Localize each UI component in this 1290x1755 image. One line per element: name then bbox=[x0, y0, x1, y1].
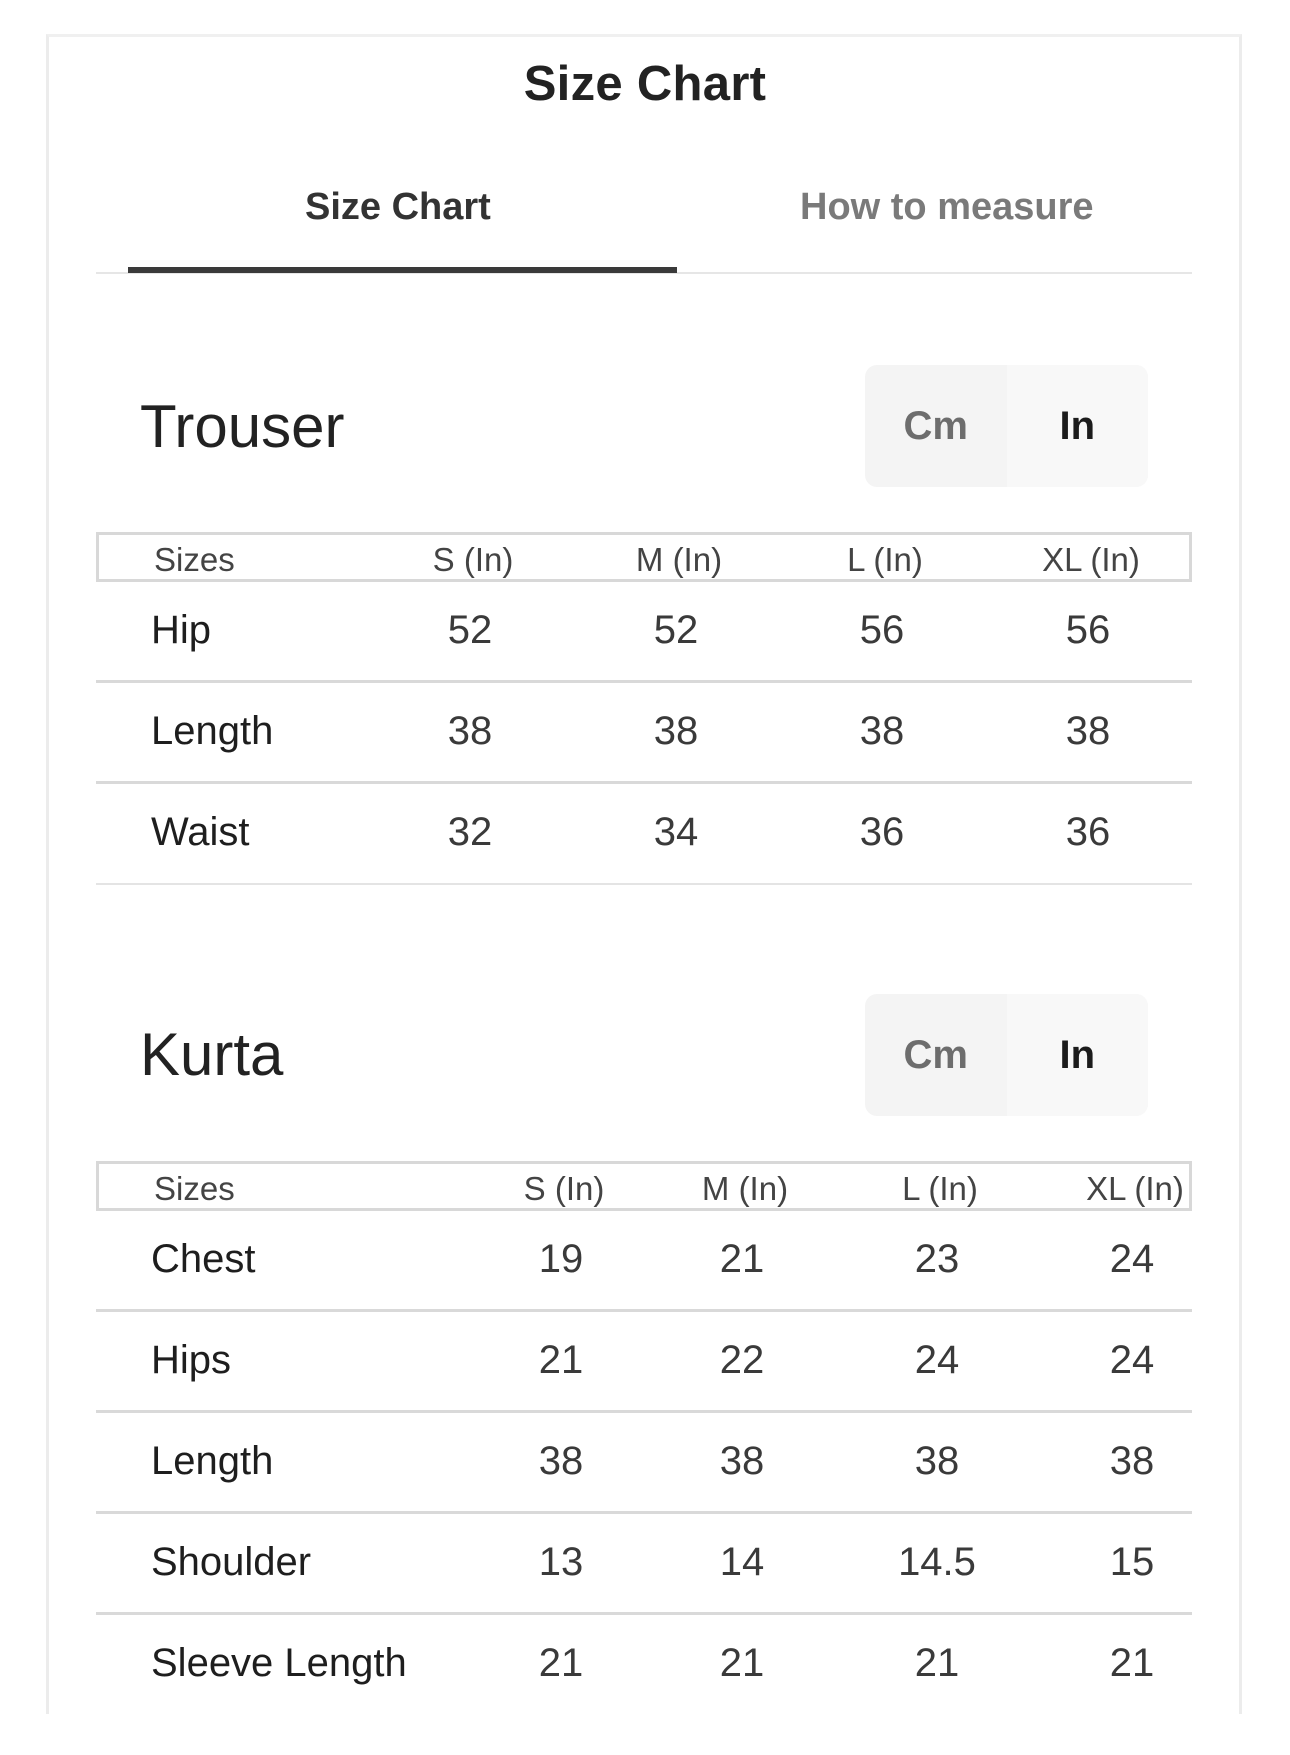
table-cell: 24 bbox=[1109, 1237, 1155, 1281]
kurta-unit-in-button[interactable]: In bbox=[1007, 994, 1149, 1116]
active-tab-indicator bbox=[128, 267, 677, 273]
table-cell: 38 bbox=[859, 709, 905, 753]
table-row bbox=[96, 683, 1192, 784]
table-cell: 14 bbox=[719, 1540, 765, 1584]
column-header-m: M (In) bbox=[701, 1170, 789, 1207]
table-cell: 38 bbox=[447, 709, 493, 753]
table-cell: 23 bbox=[914, 1237, 960, 1281]
table-row bbox=[96, 1514, 1192, 1615]
row-label: Shoulder bbox=[151, 1540, 312, 1584]
table-cell: 21 bbox=[538, 1338, 584, 1382]
column-header-sizes: Sizes bbox=[154, 1170, 235, 1207]
table-cell: 38 bbox=[1109, 1439, 1155, 1483]
kurta-unit-toggle bbox=[865, 994, 1148, 1116]
kurta-unit-cm-button[interactable]: Cm bbox=[903, 1032, 968, 1077]
column-header-s: S (In) bbox=[523, 1170, 605, 1207]
table-header bbox=[96, 532, 1192, 582]
column-header-s: S (In) bbox=[432, 541, 514, 578]
table-row bbox=[96, 784, 1192, 885]
table-cell: 36 bbox=[1065, 810, 1111, 854]
table-cell: 14.5 bbox=[898, 1540, 976, 1584]
table-cell: 38 bbox=[538, 1439, 584, 1483]
column-header-xl: XL (In) bbox=[1086, 1170, 1184, 1207]
table-row bbox=[96, 582, 1192, 683]
kurta-size-table bbox=[96, 1161, 1192, 1716]
table-cell: 38 bbox=[1065, 709, 1111, 753]
table-row bbox=[96, 1211, 1192, 1312]
table-cell: 52 bbox=[653, 608, 699, 652]
column-header-l: L (In) bbox=[847, 541, 923, 578]
table-cell: 21 bbox=[538, 1641, 584, 1685]
table-cell: 52 bbox=[447, 608, 493, 652]
kurta-section-title: Kurta bbox=[140, 1021, 284, 1088]
table-row bbox=[96, 1615, 1192, 1716]
page-title: Size Chart bbox=[523, 57, 767, 111]
trouser-unit-toggle bbox=[865, 365, 1148, 487]
table-cell: 34 bbox=[653, 810, 699, 854]
trouser-unit-cm-button[interactable]: Cm bbox=[903, 403, 968, 448]
tab-size-chart[interactable]: Size Chart bbox=[305, 186, 491, 228]
tab-how-to-measure[interactable]: How to measure bbox=[800, 186, 1094, 228]
column-header-m: M (In) bbox=[635, 541, 723, 578]
table-cell: 21 bbox=[719, 1237, 765, 1281]
table-cell: 22 bbox=[719, 1338, 765, 1382]
table-cell: 24 bbox=[914, 1338, 960, 1382]
row-label: Length bbox=[151, 709, 274, 753]
table-cell: 56 bbox=[1065, 608, 1111, 652]
row-label: Length bbox=[151, 1439, 274, 1483]
row-label: Waist bbox=[151, 810, 250, 854]
table-header bbox=[96, 1161, 1192, 1211]
row-label: Hip bbox=[151, 608, 212, 652]
table-cell: 36 bbox=[859, 810, 905, 854]
trouser-section-title: Trouser bbox=[140, 393, 345, 460]
table-cell: 21 bbox=[719, 1641, 765, 1685]
table-cell: 56 bbox=[859, 608, 905, 652]
table-cell: 21 bbox=[1109, 1641, 1155, 1685]
table-cell: 13 bbox=[538, 1540, 584, 1584]
table-cell: 21 bbox=[914, 1641, 960, 1685]
table-row bbox=[96, 1413, 1192, 1514]
row-label: Hips bbox=[151, 1338, 232, 1382]
column-header-l: L (In) bbox=[902, 1170, 978, 1207]
table-cell: 38 bbox=[653, 709, 699, 753]
row-label: Chest bbox=[151, 1237, 256, 1281]
row-label: Sleeve Length bbox=[151, 1641, 407, 1685]
trouser-unit-in-button[interactable]: In bbox=[1007, 365, 1149, 487]
trouser-size-table bbox=[96, 532, 1192, 885]
table-row bbox=[96, 1312, 1192, 1413]
table-cell: 38 bbox=[719, 1439, 765, 1483]
column-header-sizes: Sizes bbox=[154, 541, 235, 578]
table-cell: 32 bbox=[447, 810, 493, 854]
table-cell: 24 bbox=[1109, 1338, 1155, 1382]
table-cell: 15 bbox=[1109, 1540, 1155, 1584]
table-cell: 19 bbox=[538, 1237, 584, 1281]
column-header-xl: XL (In) bbox=[1042, 541, 1140, 578]
table-cell: 38 bbox=[914, 1439, 960, 1483]
